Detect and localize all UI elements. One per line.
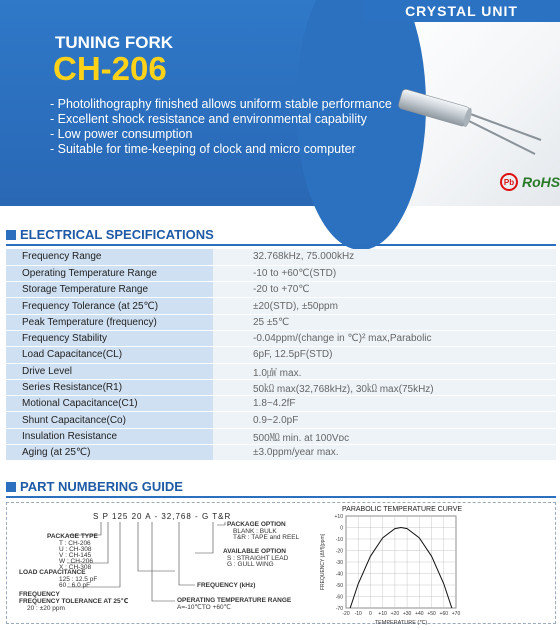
y-tick-label: -70 bbox=[335, 606, 343, 612]
spec-value: 25 ±5℃ bbox=[213, 314, 556, 330]
table-row bbox=[6, 379, 556, 395]
table-row bbox=[6, 445, 556, 461]
category-tag: CRYSTAL UNIT bbox=[363, 0, 560, 22]
spec-param: Drive Level bbox=[6, 363, 213, 379]
package-type-option: U : CH-308 bbox=[59, 546, 92, 553]
feature-item: - Low power consumption bbox=[50, 127, 392, 142]
x-axis-label: TEMPERATURE (℃) bbox=[374, 620, 428, 626]
code-char: 125 bbox=[112, 512, 129, 521]
compliance-badges bbox=[500, 173, 560, 191]
x-tick-label: +20 bbox=[390, 611, 400, 617]
x-tick-label: -20 bbox=[342, 611, 350, 617]
available-option-item: G : GULL WING bbox=[227, 561, 274, 568]
feature-item: - Photolithography finished allows uniform stable performance bbox=[50, 97, 392, 112]
table-row bbox=[6, 314, 556, 330]
code-char: 32,768 bbox=[161, 512, 192, 521]
spec-value: -20 to +70℃ bbox=[213, 282, 556, 298]
load-capacitance-option: 60 : 6.0 pF bbox=[59, 582, 91, 589]
parabolic-temperature-chart bbox=[316, 512, 556, 626]
spec-param: Frequency Stability bbox=[6, 330, 213, 346]
spec-param: Insulation Resistance bbox=[6, 428, 213, 444]
package-option-item: T&R : TAPE and REEL bbox=[233, 534, 300, 541]
table-row bbox=[6, 265, 556, 281]
load-capacitance-option: 125 : 12.5 pF bbox=[59, 576, 98, 583]
code-char: - bbox=[154, 512, 159, 521]
code-char: - bbox=[195, 512, 199, 521]
package-type-option: W : CH-206 bbox=[59, 558, 93, 565]
x-tick-label: -10 bbox=[354, 611, 362, 617]
spec-param: Load Capacitance(CL) bbox=[6, 347, 213, 363]
table-row bbox=[6, 298, 556, 314]
frequency-tolerance-label: FREQUENCY TOLERANCE AT 25℃ bbox=[19, 598, 129, 605]
table-row bbox=[6, 428, 556, 444]
y-tick-label: -50 bbox=[335, 583, 343, 589]
lead-free-icon: Pb bbox=[500, 173, 518, 191]
frequency-label: FREQUENCY (kHz) bbox=[197, 582, 256, 589]
x-tick-label: +70 bbox=[451, 611, 461, 617]
guide-title: PART NUMBERING GUIDE bbox=[20, 479, 183, 494]
frequency-tolerance-label: FREQUENCY bbox=[19, 591, 60, 598]
spec-value: 32.768kHz, 75.000kHz bbox=[213, 249, 556, 265]
y-tick-label: +10 bbox=[334, 514, 343, 520]
spec-param: Peak Temperature (frequency) bbox=[6, 314, 213, 330]
frequency-tolerance-option: 20 : ±20 ppm bbox=[27, 605, 65, 612]
spec-value: 1.0㎼ max. bbox=[213, 363, 556, 379]
specs-title: ELECTRICAL SPECIFICATIONS bbox=[20, 227, 214, 242]
package-option-item: BLANK : BULK bbox=[233, 528, 277, 535]
y-tick-label: -20 bbox=[335, 548, 343, 555]
product-header bbox=[0, 0, 560, 206]
spec-param: Motional Capacitance(C1) bbox=[6, 396, 213, 412]
code-char: A bbox=[145, 512, 152, 521]
table-row bbox=[6, 282, 556, 298]
x-tick-label: +40 bbox=[415, 611, 424, 617]
rohs-badge: RoHS bbox=[522, 174, 560, 190]
spec-value: ±20(STD), ±50ppm bbox=[213, 298, 556, 314]
spec-value: 50㏀ max(32,768kHz), 30㏀ max(75kHz) bbox=[213, 379, 556, 395]
feature-item: - Excellent shock resistance and environmental capability bbox=[50, 112, 392, 127]
x-tick-label: +30 bbox=[402, 611, 412, 617]
code-char: 20 bbox=[131, 512, 143, 521]
spec-value: ±3.0ppm/year max. bbox=[213, 445, 556, 461]
chart-title: PARABOLIC TEMPERATURE CURVE bbox=[342, 506, 463, 513]
feature-list bbox=[50, 97, 392, 157]
product-model: CH-206 bbox=[53, 50, 167, 87]
spec-value: 0.9~2.0pF bbox=[213, 412, 556, 428]
guide-section-header bbox=[0, 478, 560, 498]
code-char: S bbox=[93, 512, 100, 521]
x-tick-label: +60 bbox=[439, 611, 449, 617]
y-tick-label: -30 bbox=[335, 560, 343, 566]
available-option-label: AVAILABLE OPTION bbox=[223, 548, 286, 555]
x-tick-label: +50 bbox=[427, 611, 436, 617]
spec-value: -10 to +60℃(STD) bbox=[213, 265, 556, 281]
table-row bbox=[6, 363, 556, 379]
spec-param: Frequency Tolerance (at 25℃) bbox=[6, 298, 213, 314]
load-capacitance-label: LOAD CAPACITANCE bbox=[19, 569, 86, 576]
table-row bbox=[6, 249, 556, 265]
spec-param: Series Resistance(R1) bbox=[6, 379, 213, 395]
available-option-item: S : STRAIGHT LEAD bbox=[227, 555, 289, 562]
section-square-icon bbox=[6, 230, 16, 240]
code-char: P bbox=[102, 512, 109, 521]
product-subtitle: TUNING FORK bbox=[55, 33, 174, 52]
spec-value: 6pF, 12.5pF(STD) bbox=[213, 347, 556, 363]
code-char: G bbox=[201, 512, 210, 521]
specs-section-header bbox=[0, 226, 560, 246]
section-underline bbox=[6, 496, 556, 498]
spec-param: Operating Temperature Range bbox=[6, 265, 213, 281]
x-tick-label: +10 bbox=[378, 611, 387, 617]
spec-param: Shunt Capacitance(Co) bbox=[6, 412, 213, 428]
table-row bbox=[6, 347, 556, 363]
spec-value: 1.8~4.2fF bbox=[213, 396, 556, 412]
code-char: T&R bbox=[212, 512, 232, 521]
table-row bbox=[6, 330, 556, 346]
spec-param: Aging (at 25℃) bbox=[6, 445, 213, 461]
y-axis-label: FREQUENCY (Δf/f)[ppm] bbox=[320, 533, 326, 591]
table-row bbox=[6, 396, 556, 412]
spec-value: 500㏁ min. at 100Vᴅᴄ bbox=[213, 428, 556, 444]
spec-value: -0.04ppm/(change in ℃)² max,Parabolic bbox=[213, 330, 556, 346]
y-tick-label: -10 bbox=[335, 537, 343, 543]
feature-item: - Suitable for time-keeping of clock and micro computer bbox=[50, 142, 392, 157]
package-type-option: T : CH-206 bbox=[59, 540, 91, 547]
crystal-unit-image bbox=[395, 84, 545, 164]
spec-param: Frequency Range bbox=[6, 249, 213, 265]
section-square-icon bbox=[6, 482, 16, 492]
spec-table bbox=[6, 249, 556, 461]
table-row bbox=[6, 412, 556, 428]
package-type-option: V : CH-145 bbox=[59, 552, 92, 559]
section-underline bbox=[6, 244, 556, 246]
operating-temp-item: A=-10℃TO +60℃ bbox=[177, 604, 231, 611]
operating-temp-label: OPERATING TEMPERATURE RANGE bbox=[177, 597, 292, 604]
package-type-option: X : CH-308 bbox=[59, 564, 92, 571]
package-option-label: PACKAGE OPTION bbox=[227, 521, 286, 528]
spec-param: Storage Temperature Range bbox=[6, 282, 213, 298]
y-tick-label: -40 bbox=[335, 571, 343, 578]
y-tick-label: -60 bbox=[335, 594, 343, 601]
y-tick-label: 0 bbox=[340, 525, 343, 532]
package-type-label: PACKAGE TYPE bbox=[47, 533, 98, 540]
x-tick-label: 0 bbox=[369, 611, 372, 617]
